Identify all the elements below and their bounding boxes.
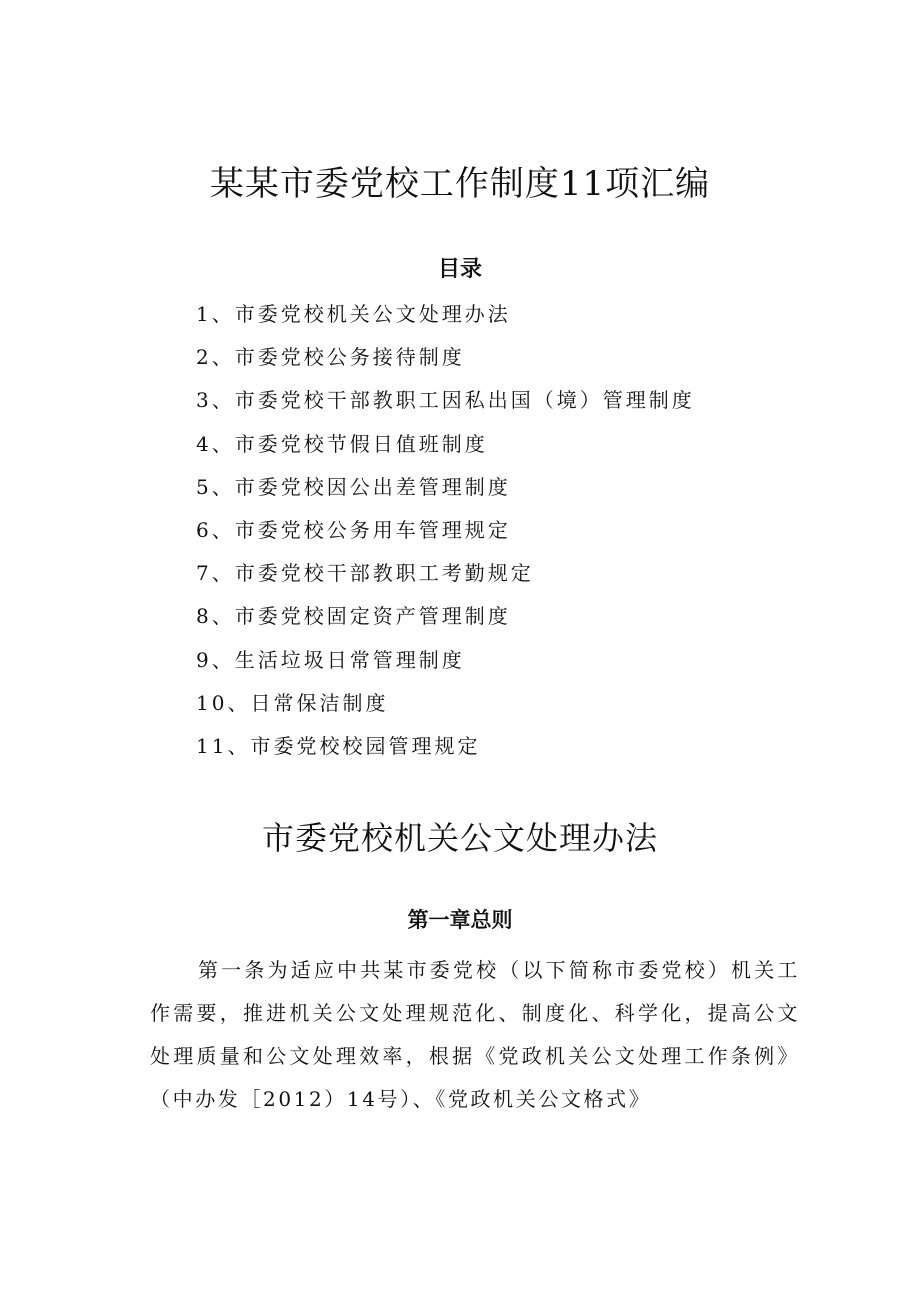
toc-item: 5、市委党校因公出差管理制度 [196,474,511,499]
article-paragraph: 第一条为适应中共某市委党校（以下简称市委党校）机关工作需要，推进机关公文处理规范化、制度化、科学化，提高公文处理质量和公文处理效率，根据《党政机关公文处理工作条例》（中办发［2012）14号）、《党政机关公文格式》 [150,958,800,1111]
toc-item: 1、市委党校机关公文处理办法 [196,302,511,326]
chapter-heading: 第一章总则 [407,908,513,932]
toc-item: 2、市委党校公务接待制度 [196,345,465,370]
toc-item: 9、生活垃圾日常管理制度 [196,647,465,672]
toc-item: 7、市委党校干部教职工考勤规定 [196,561,534,586]
toc-item: 6、市委党校公务用车管理规定 [196,517,511,542]
toc-item: 3、市委党校干部教职工因私出国（境）管理制度 [196,388,695,413]
document-title: 某某市委党校工作制度11项汇编 [209,164,711,204]
toc-item: 4、市委党校节假日值班制度 [196,431,488,456]
toc-heading: 目录 [437,257,482,282]
toc-item: 10、日常保洁制度 [196,690,389,715]
toc-list [196,296,695,771]
toc-item: 8、市委党校固定资产管理制度 [196,604,511,629]
toc-item: 11、市委党校校园管理规定 [196,733,481,758]
section-title: 市委党校机关公文处理办法 [261,819,658,857]
